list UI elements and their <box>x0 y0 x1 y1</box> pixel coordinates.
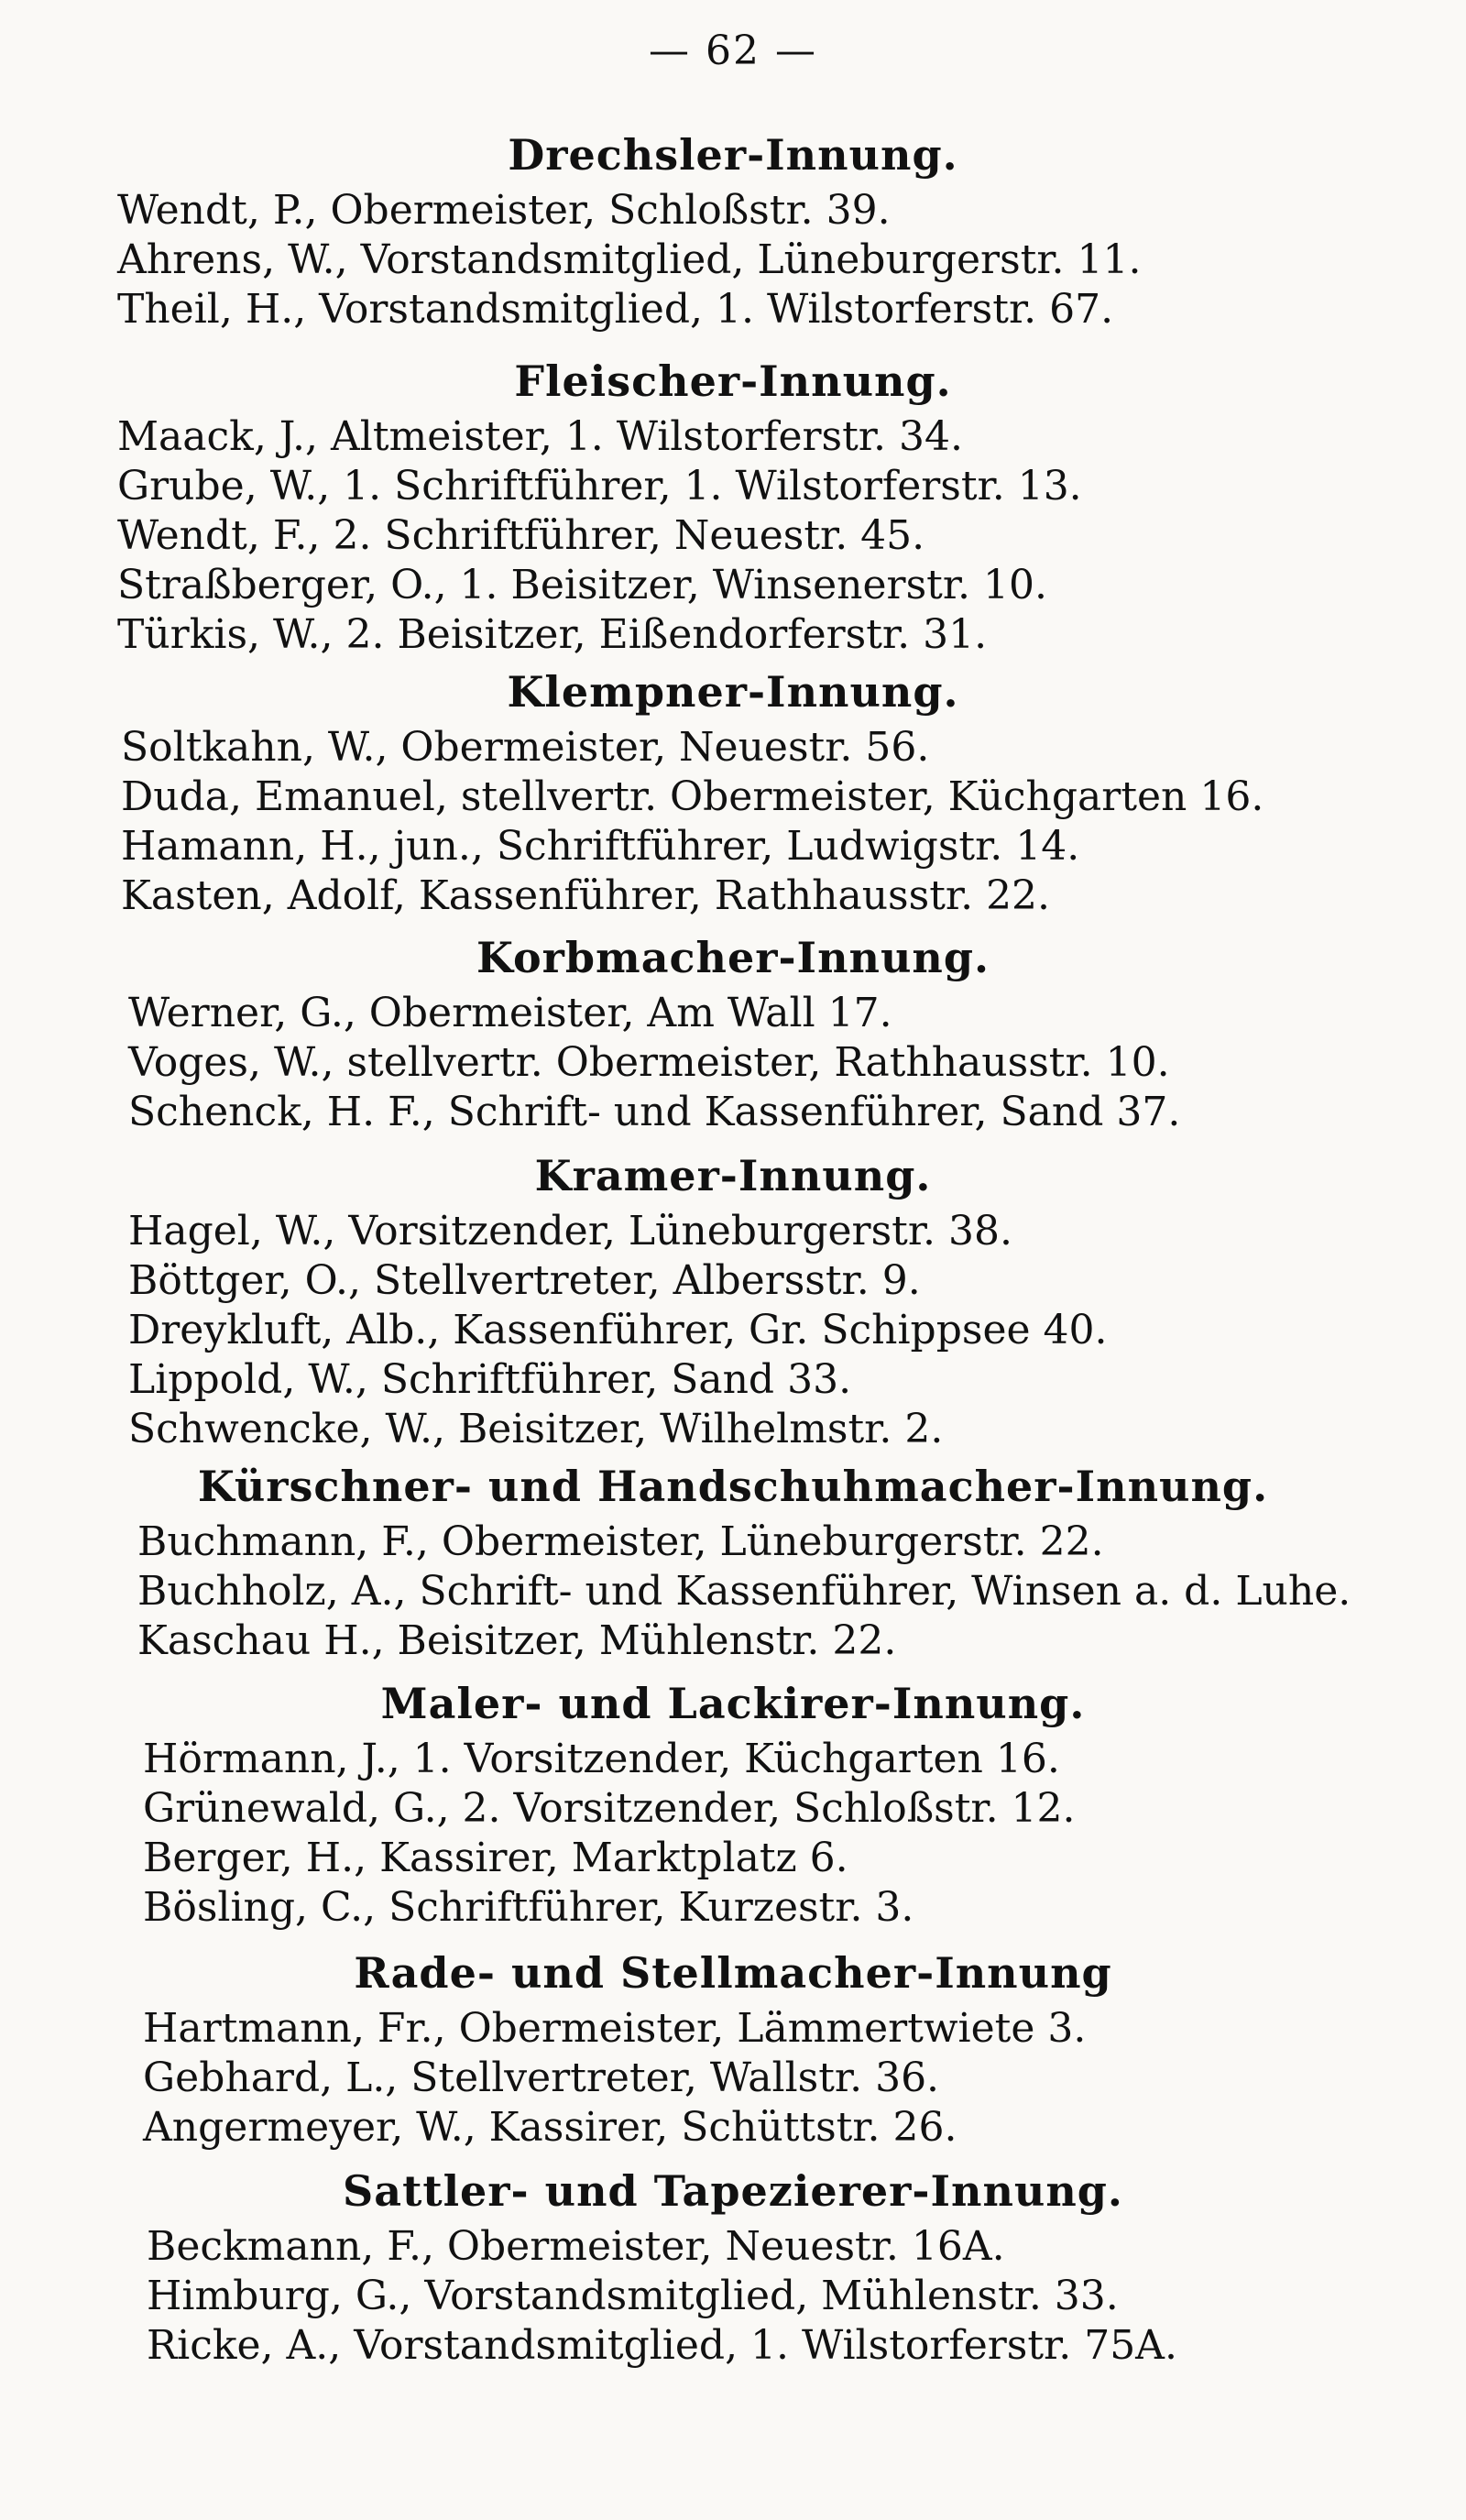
list-item: Angermeyer, W., Kassirer, Schüttstr. 26. <box>143 2104 957 2151</box>
list-item: Bösling, C., Schriftführer, Kurzestr. 3. <box>143 1884 914 1931</box>
section-entries <box>0 412 1466 660</box>
list-item: Schwencke, W., Beisitzer, Wilhelmstr. 2. <box>128 1406 944 1452</box>
section-entries <box>0 1207 1466 1454</box>
list-item: Buchholz, A., Schrift- und Kassenführer, Winsen a. d. Luhe. <box>137 1568 1351 1615</box>
list-item: Hörmann, J., 1. Vorsitzender, Küchgarten 16. <box>143 1736 1060 1782</box>
section-entries <box>0 723 1466 921</box>
section-entries <box>0 989 1466 1137</box>
list-item: Gebhard, L., Stellvertreter, Wallstr. 36. <box>143 2054 940 2101</box>
list-item: Maack, J., Altmeister, 1. Wilstorferstr. 34. <box>117 413 963 460</box>
list-item: Wendt, F., 2. Schriftführer, Neuestr. 45. <box>117 512 925 559</box>
list-item: Wendt, P., Obermeister, Schloßstr. 39. <box>117 187 891 234</box>
list-item: Theil, H., Vorstandsmitglied, 1. Wilstorferstr. 67. <box>117 286 1114 333</box>
section-title: Kürschner- und Handschuhmacher-Innung. <box>197 1462 1269 1511</box>
list-item: Soltkahn, W., Obermeister, Neuestr. 56. <box>121 724 930 771</box>
list-item: Kasten, Adolf, Kassenführer, Rathhausstr. 22. <box>121 872 1051 919</box>
list-item: Straßberger, O., 1. Beisitzer, Winsenerstr. 10. <box>117 562 1047 608</box>
list-item: Ahrens, W., Vorstandsmitglied, Lüneburgerstr. 11. <box>117 236 1142 283</box>
section-title: Fleischer-Innung. <box>514 356 952 406</box>
section-title: Klempner-Innung. <box>507 667 959 717</box>
list-item: Ricke, A., Vorstandsmitglied, 1. Wilstorferstr. 75A. <box>147 2322 1177 2369</box>
section-title: Korbmacher-Innung. <box>476 933 990 982</box>
list-item: Grünewald, G., 2. Vorsitzender, Schloßstr. 12. <box>143 1785 1076 1832</box>
list-item: Beckmann, F., Obermeister, Neuestr. 16A. <box>147 2223 1005 2270</box>
list-item: Dreykluft, Alb., Kassenführer, Gr. Schippsee 40. <box>128 1307 1108 1353</box>
list-item: Hagel, W., Vorsitzender, Lüneburgerstr. 38. <box>128 1208 1012 1255</box>
list-item: Böttger, O., Stellvertreter, Albersstr. 9. <box>128 1257 921 1304</box>
list-item: Werner, G., Obermeister, Am Wall 17. <box>128 990 892 1036</box>
list-item: Himburg, G., Vorstandsmitglied, Mühlenstr. 33. <box>147 2273 1119 2319</box>
list-item: Türkis, W., 2. Beisitzer, Eißendorferstr. 31. <box>117 611 988 658</box>
list-item: Duda, Emanuel, stellvertr. Obermeister, Küchgarten 16. <box>121 773 1264 820</box>
list-item: Berger, H., Kassirer, Marktplatz 6. <box>143 1835 848 1881</box>
list-item: Voges, W., stellvertr. Obermeister, Rathhausstr. 10. <box>128 1039 1170 1086</box>
section-title: Sattler- und Tapezierer-Innung. <box>343 2166 1123 2216</box>
section-entries <box>0 1517 1466 1666</box>
section-entries <box>0 186 1466 334</box>
list-item: Hartmann, Fr., Obermeister, Lämmertwiete 3. <box>143 2005 1087 2052</box>
section-entries <box>0 2222 1466 2371</box>
page-number: — 62 — <box>649 27 817 74</box>
list-item: Hamann, H., jun., Schriftführer, Ludwigstr. 14. <box>121 823 1080 870</box>
list-item: Kaschau H., Beisitzer, Mühlenstr. 22. <box>137 1617 897 1664</box>
section-entries <box>0 2004 1466 2153</box>
list-item: Grube, W., 1. Schriftführer, 1. Wilstorferstr. 13. <box>117 463 1082 509</box>
list-item: Lippold, W., Schriftführer, Sand 33. <box>128 1356 852 1403</box>
section-entries <box>0 1735 1466 1933</box>
section-title: Kramer-Innung. <box>534 1151 932 1200</box>
section-title: Drechsler-Innung. <box>508 130 958 180</box>
section-title: Rade- und Stellmacher-Innung <box>354 1948 1112 1998</box>
list-item: Schenck, H. F., Schrift- und Kassenführer, Sand 37. <box>128 1089 1181 1135</box>
section-title: Maler- und Lackirer-Innung. <box>380 1679 1086 1728</box>
list-item: Buchmann, F., Obermeister, Lüneburgerstr. 22. <box>137 1518 1104 1565</box>
